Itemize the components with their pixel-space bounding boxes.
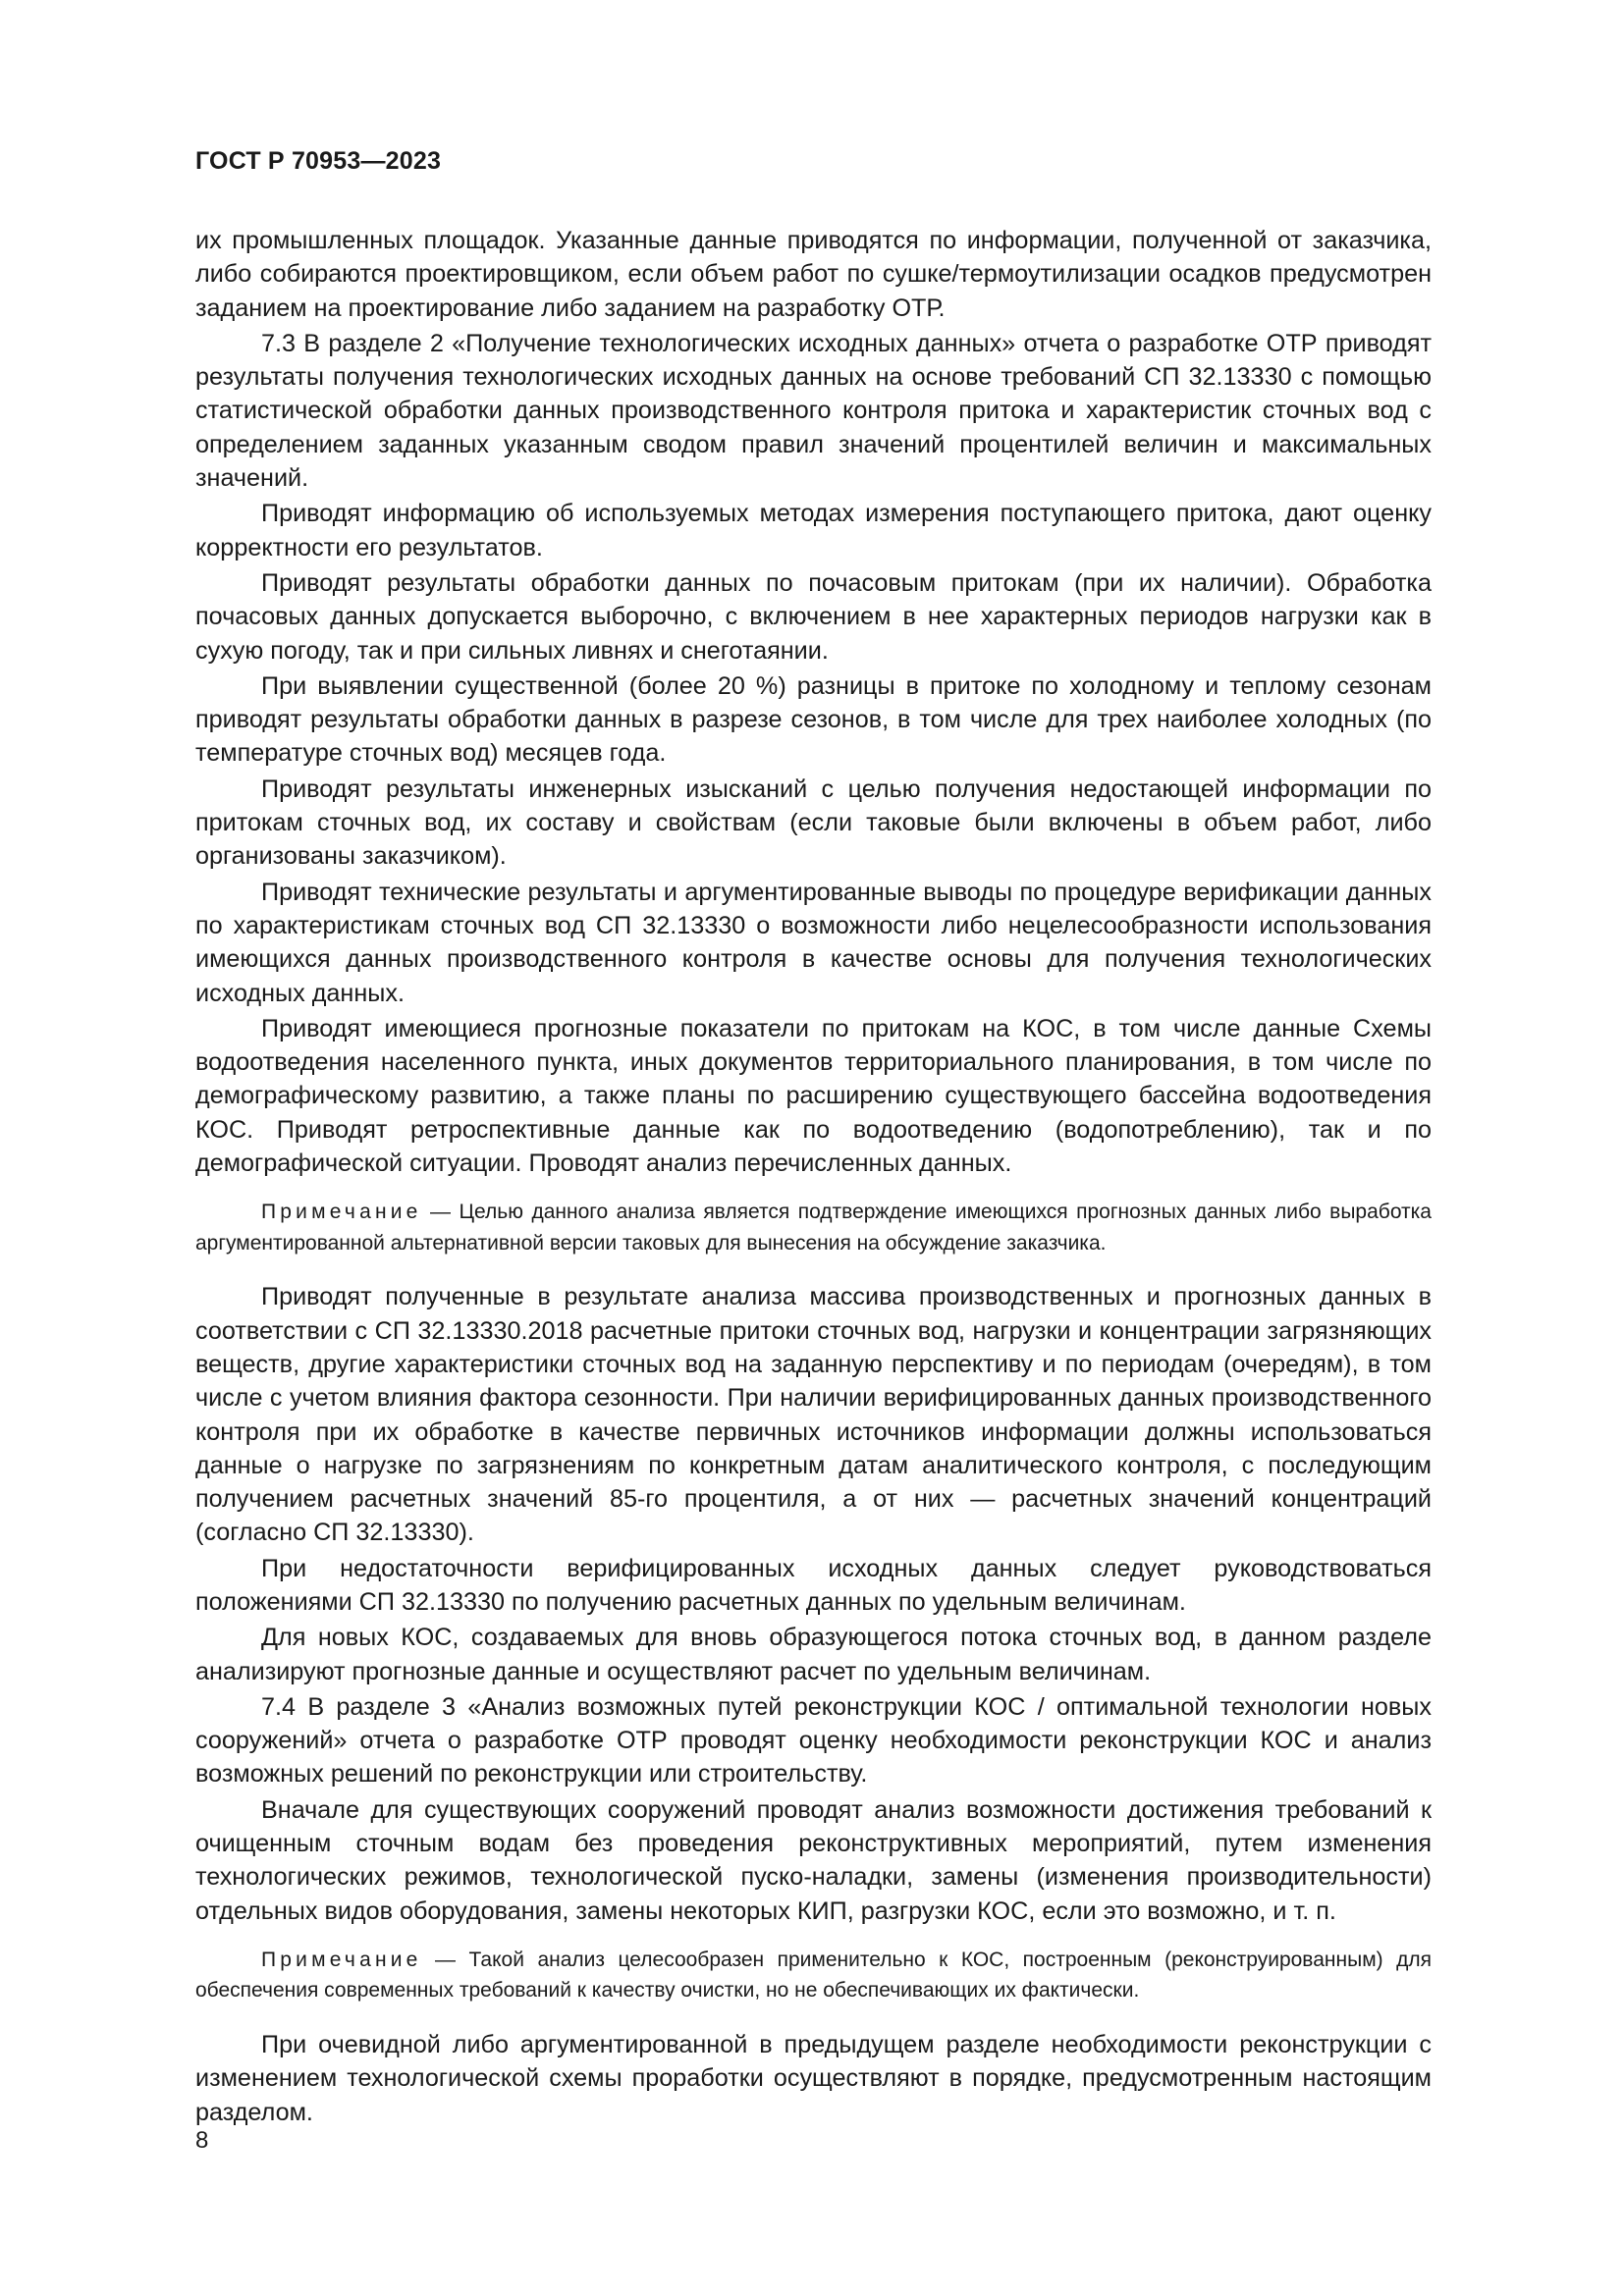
paragraph-7-4: 7.4 В разделе 3 «Анализ возможных путей реконструкции КОС / оптимальной технологии новых сооружений» отчета о разработке ОТР проводят оценку необходимости реконструкции КОС и анализ возможных решений по реконструкции или строительству. xyxy=(195,1692,1432,1789)
page-number: 8 xyxy=(195,2127,209,2154)
note-label: Примечание xyxy=(261,1201,422,1224)
paragraph-7-3: 7.3 В разделе 2 «Получение технологических исходных данных» отчета о разработке ОТР приводят результаты получения технологических исходных данных на основе требований СП 32.13330 с помощью статистической обработки данных производственного контроля притока и характеристик сточных вод с определением заданных указанным сводом правил значений процентилей величин и максимальных значений. xyxy=(195,329,1432,493)
paragraph: При недостаточности верифицированных исходных данных следует руководствоваться положениями СП 32.13330 по получению расчетных данных по удельным величинам. xyxy=(195,1554,1432,1616)
paragraph: При выявлении существенной (более 20 %) разницы в притоке по холодному и теплому сезонам приводят результаты обработки данных в разрезе сезонов, в том числе для трех наиболее холодных (по температуре сточных вод) месяцев года. xyxy=(195,671,1432,768)
paragraph: Приводят полученные в результате анализа массива производственных и прогнозных данных в соответствии с СП 32.13330.2018 расчетные притоки сточных вод, нагрузки и концентрации загрязняющих веществ, другие характеристики сточных вод на заданную перспективу и по периодам (очередям), в том числе с учетом влияния фактора сезонности. При наличии верифицированных данных производственного контроля при их обработке в качестве первичных источников информации должны использоваться данные о нагрузке по загрязнениям по конкретным датам аналитического контроля, с последующим получением расчетных значений 85-го процентиля, а от них — расчетных значений концентраций (согласно СП 32.13330). xyxy=(195,1283,1432,1547)
paragraph: Приводят информацию об используемых методах измерения поступающего притока, дают оценку корректности его результатов. xyxy=(195,500,1432,561)
document-code-header: ГОСТ Р 70953—2023 xyxy=(195,147,442,175)
paragraph: Вначале для существующих сооружений проводят анализ возможности достижения требований к очищенным сточным водам без проведения реконструктивных мероприятий, путем изменения технологических режимов, технологической пуско-наладки, замены (изменения производительности) отдельных видов оборудования, замены некоторых КИП, разгрузки КОС, если это возможно, и т. п. xyxy=(195,1795,1432,1925)
note-text: — Такой анализ целесообразен применительно к КОС, построенным (реконструированным) для обеспечения современных требований к качеству очистки, но не обеспечивающих их фактически. xyxy=(195,1948,1432,2002)
paragraph: Приводят имеющиеся прогнозные показатели по притокам на КОС, в том числе данные Схемы водоотведения населенного пункта, иных документов территориального планирования, в том числе по демографическому развитию, а также планы по расширению существующего бассейна водоотведения КОС. Приводят ретроспективные данные как по водоотведению (водопотреблению), так и по демографической ситуации. Проводят анализ перечисленных данных. xyxy=(195,1014,1432,1178)
paragraph: При очевидной либо аргументированной в предыдущем разделе необходимости реконструкции с изменением технологической схемы проработки осуществляют в порядке, предусмотренным настоящим разделом. xyxy=(195,2030,1432,2126)
note-block xyxy=(195,1945,1432,2006)
paragraph-continuation: их промышленных площадок. Указанные данные приводятся по информации, полученной от заказчика, либо собираются проектировщиком, если объем работ по сушке/термоутилизации осадков предусмотрен заданием на проектирование либо заданием на разработку ОТР. xyxy=(195,227,1432,322)
note-label: Примечание xyxy=(261,1948,422,1971)
note-block xyxy=(195,1197,1432,1258)
paragraph: Для новых КОС, создаваемых для вновь образующегося потока сточных вод, в данном разделе анализируют прогнозные данные и осуществляют расчет по удельным величинам. xyxy=(195,1624,1432,1685)
paragraph: Приводят технические результаты и аргументированные выводы по процедуре верификации данных по характеристикам сточных вод СП 32.13330 о возможности либо нецелесообразности использования имеющихся данных производственного контроля в качестве основы для получения технологических исходных данных. xyxy=(195,878,1432,1007)
paragraph: Приводят результаты обработки данных по почасовым притокам (при их наличии). Обработка почасовых данных допускается выборочно, с включением в нее характерных периодов нагрузки как в сухую погоду, так и при сильных ливнях и снеготаянии. xyxy=(195,568,1432,665)
paragraph: Приводят результаты инженерных изысканий с целью получения недостающей информации по притокам сточных вод, их составу и свойствам (если таковые были включены в объем работ, либо организованы заказчиком). xyxy=(195,774,1432,871)
document-body xyxy=(195,224,1432,2131)
note-text: — Целью данного анализа является подтверждение имеющихся прогнозных данных либо выработка аргументированной альтернативной версии таковых для вынесения на обсуждение заказчика. xyxy=(195,1201,1432,1255)
